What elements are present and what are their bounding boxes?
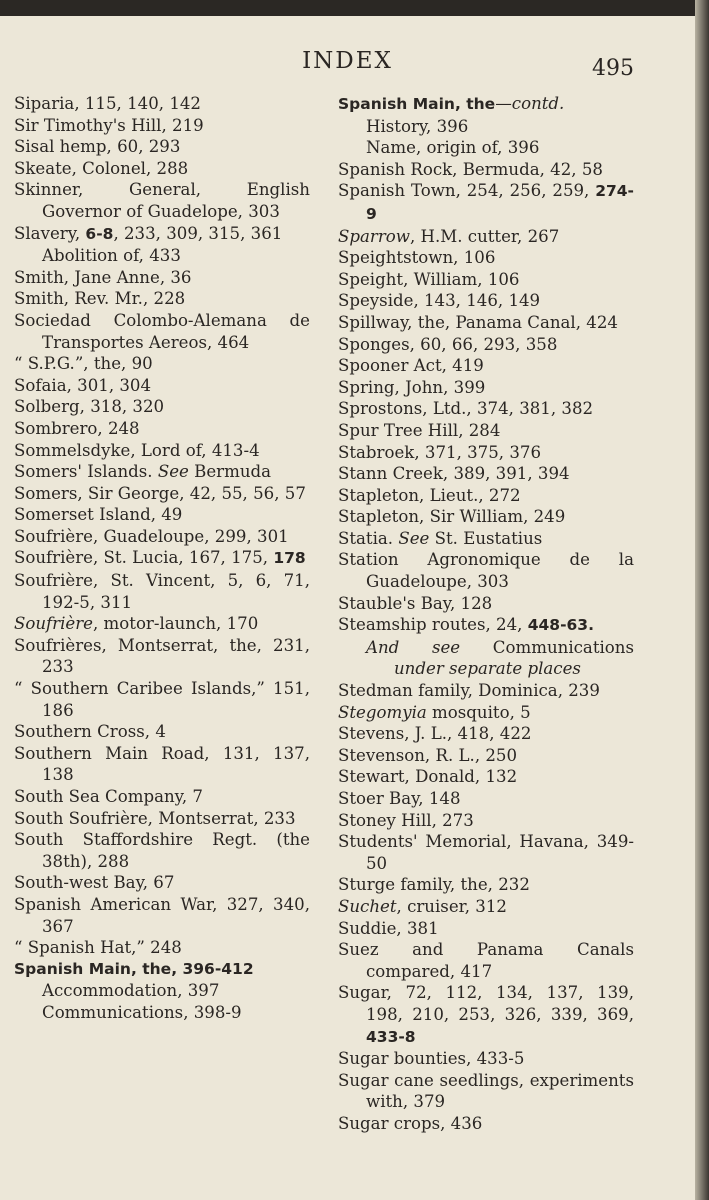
- index-entry: Spanish Rock, Bermuda, 42, 58: [338, 159, 603, 179]
- contd-label: contd.: [511, 94, 565, 113]
- entry-text: Communications: [460, 637, 634, 657]
- entry-text: St. Eustatius: [429, 528, 543, 548]
- index-entry: Solberg, 318, 320: [14, 397, 165, 417]
- index-subentry: History, 396: [366, 116, 469, 136]
- index-entry: Stabroek, 371, 375, 376: [338, 442, 542, 462]
- index-entry: [338, 982, 634, 1048]
- entry-text: , motor-launch, 170: [93, 614, 259, 634]
- bold-heading: Spanish Main, the: [338, 95, 496, 113]
- index-entry: [338, 528, 634, 550]
- index-entry: [338, 896, 634, 918]
- italic-name: Sparrow: [338, 226, 410, 246]
- index-entry: Sisal hemp, 60, 293: [14, 137, 181, 157]
- index-entry: [338, 226, 634, 248]
- entry-text: Sugar, 72, 112, 134, 137, 139, 198, 210, 253, 326, 339, 369,: [338, 983, 634, 1024]
- index-entry: [14, 613, 310, 635]
- index-subentry: Name, origin of, 396: [366, 138, 540, 158]
- see-reference: See: [398, 528, 430, 548]
- index-entry: Sugar crops, 436: [338, 1113, 483, 1133]
- index-entry: Stedman family, Dominica, 239: [338, 681, 600, 701]
- index-entry: Stevenson, R. L., 250: [338, 745, 518, 765]
- index-entry: Smith, Jane Anne, 36: [14, 267, 192, 287]
- index-entry: [14, 223, 310, 246]
- page-number: 495: [592, 56, 634, 81]
- index-page: [0, 16, 695, 1200]
- page-title: INDEX: [302, 48, 393, 74]
- index-entry: South Staffordshire Regt. (the 38th), 288: [14, 830, 310, 871]
- index-entry: [338, 180, 634, 225]
- index-entry: South-west Bay, 67: [14, 873, 175, 893]
- index-entry: Speight, William, 106: [338, 269, 520, 289]
- index-entry: Sombrero, 248: [14, 418, 140, 438]
- index-entry: “ Spanish Hat,” 248: [14, 938, 182, 958]
- index-column-right: [338, 93, 634, 1135]
- see-reference: And see: [366, 637, 461, 657]
- index-entry: Stann Creek, 389, 391, 394: [338, 464, 570, 484]
- index-entry: Sociedad Colombo-Alemana de Transportes Aereos, 464: [14, 310, 310, 352]
- index-entry: Stoer Bay, 148: [338, 789, 461, 808]
- italic-name: Suchet: [338, 896, 397, 916]
- index-entry: Spillway, the, Panama Canal, 424: [338, 312, 618, 332]
- index-entry: Sommelsdyke, Lord of, 413-4: [14, 440, 260, 460]
- index-entry: Southern Main Road, 131, 137, 138: [14, 743, 310, 785]
- entry-text: Slavery,: [14, 223, 86, 243]
- bold-page-ref: 274-9: [366, 182, 634, 223]
- italic-name: Stegomyia: [338, 702, 427, 722]
- index-subentry: Abolition of, 433: [42, 246, 181, 266]
- index-entry: “ Southern Caribee Islands,” 151, 186: [14, 679, 310, 720]
- index-entry: Skeate, Colonel, 288: [14, 158, 189, 178]
- index-entry: Stewart, Donald, 132: [338, 767, 518, 787]
- index-entry: South Soufrière, Montserrat, 233: [14, 808, 296, 828]
- index-entry: Stapleton, Sir William, 249: [338, 507, 566, 527]
- index-entry: [14, 461, 310, 483]
- index-entry: Stauble's Bay, 128: [338, 593, 493, 613]
- index-entry: Spooner Act, 419: [338, 356, 484, 376]
- index-entry: [338, 614, 634, 637]
- index-entry: Sugar cane seedlings, experiments with, 379: [338, 1070, 634, 1112]
- index-entry: Spanish American War, 327, 340, 367: [14, 894, 310, 936]
- index-entry: Sponges, 60, 66, 293, 358: [338, 334, 558, 354]
- index-entry: Soufrière, Guadeloupe, 299, 301: [14, 526, 289, 546]
- entry-text: Statia.: [338, 528, 399, 548]
- index-subentry: [338, 637, 634, 680]
- index-entry: Sprostons, Ltd., 374, 381, 382: [338, 399, 594, 419]
- bold-page-ref: 6-8: [85, 224, 114, 243]
- entry-text: —: [495, 94, 512, 113]
- index-entry: South Sea Company, 7: [14, 787, 203, 806]
- index-subentry: Accommodation, 397: [42, 981, 220, 1001]
- index-entry: [338, 702, 634, 724]
- index-entry: Smith, Rev. Mr., 228: [14, 289, 186, 309]
- entry-text: Soufrière, St. Lucia, 167, 175,: [14, 548, 274, 568]
- entry-text: Bermuda: [188, 462, 272, 482]
- index-entry: Sofaia, 301, 304: [14, 375, 152, 395]
- index-entry: Sir Timothy's Hill, 219: [14, 115, 204, 135]
- index-entry: Somerset Island, 49: [14, 505, 183, 525]
- index-entry: Spring, John, 399: [338, 377, 486, 397]
- index-entry: “ S.P.G.”, the, 90: [14, 354, 153, 374]
- index-entry: Somers, Sir George, 42, 55, 56, 57: [14, 483, 306, 503]
- italic-name: Soufrière: [14, 614, 93, 634]
- bold-page-ref: 178: [273, 549, 306, 568]
- entry-text: mosquito, 5: [426, 702, 531, 722]
- index-entry: Suddie, 381: [338, 918, 439, 938]
- index-entry: Speyside, 143, 146, 149: [338, 291, 541, 311]
- book-spine-shadow: [0, 0, 709, 16]
- index-column-left: [14, 93, 310, 1024]
- index-entry: Sugar bounties, 433-5: [338, 1049, 525, 1069]
- index-entry: Sturge family, the, 232: [338, 875, 530, 895]
- bold-page-ref: 433-8: [366, 1027, 416, 1046]
- bold-page-ref: 448-63.: [527, 616, 594, 635]
- index-entry: [14, 547, 310, 570]
- index-entry: Stapleton, Lieut., 272: [338, 485, 521, 505]
- index-subentry: Communications, 398-9: [42, 1002, 242, 1022]
- index-entry: Soufrière, St. Vincent, 5, 6, 71, 192-5, 311: [14, 571, 310, 612]
- index-entry: Skinner, General, English Governor of Guadelope, 303: [14, 180, 310, 221]
- index-entry: Southern Cross, 4: [14, 722, 166, 742]
- index-entry: Spur Tree Hill, 284: [338, 420, 501, 440]
- entry-text: , 233, 309, 315, 361: [113, 223, 283, 243]
- index-entry: [338, 93, 634, 116]
- page-edge-shadow: [695, 0, 709, 1200]
- entry-text: Steamship routes, 24,: [338, 615, 528, 635]
- see-reference: See: [157, 462, 189, 482]
- entry-text: Somers' Islands.: [14, 462, 158, 482]
- index-entry: Students' Memorial, Havana, 349-50: [338, 832, 634, 873]
- index-entry: Suez and Panama Canals compared, 417: [338, 940, 634, 981]
- index-entry: Speightstown, 106: [338, 248, 496, 268]
- index-entry: Stevens, J. L., 418, 422: [338, 724, 532, 744]
- index-entry: Soufrières, Montserrat, the, 231, 233: [14, 635, 310, 677]
- index-entry: Stoney Hill, 273: [338, 810, 474, 830]
- entry-text: , cruiser, 312: [396, 896, 507, 916]
- index-entry: Siparia, 115, 140, 142: [14, 94, 201, 113]
- entry-text: , H.M. cutter, 267: [409, 226, 560, 246]
- index-heading-entry: Spanish Main, the, 396-412: [14, 959, 254, 978]
- index-entry: Station Agronomique de la Guadeloupe, 303: [338, 550, 634, 592]
- see-reference: under separate places: [394, 659, 581, 679]
- entry-text: Spanish Town, 254, 256, 259,: [338, 181, 596, 201]
